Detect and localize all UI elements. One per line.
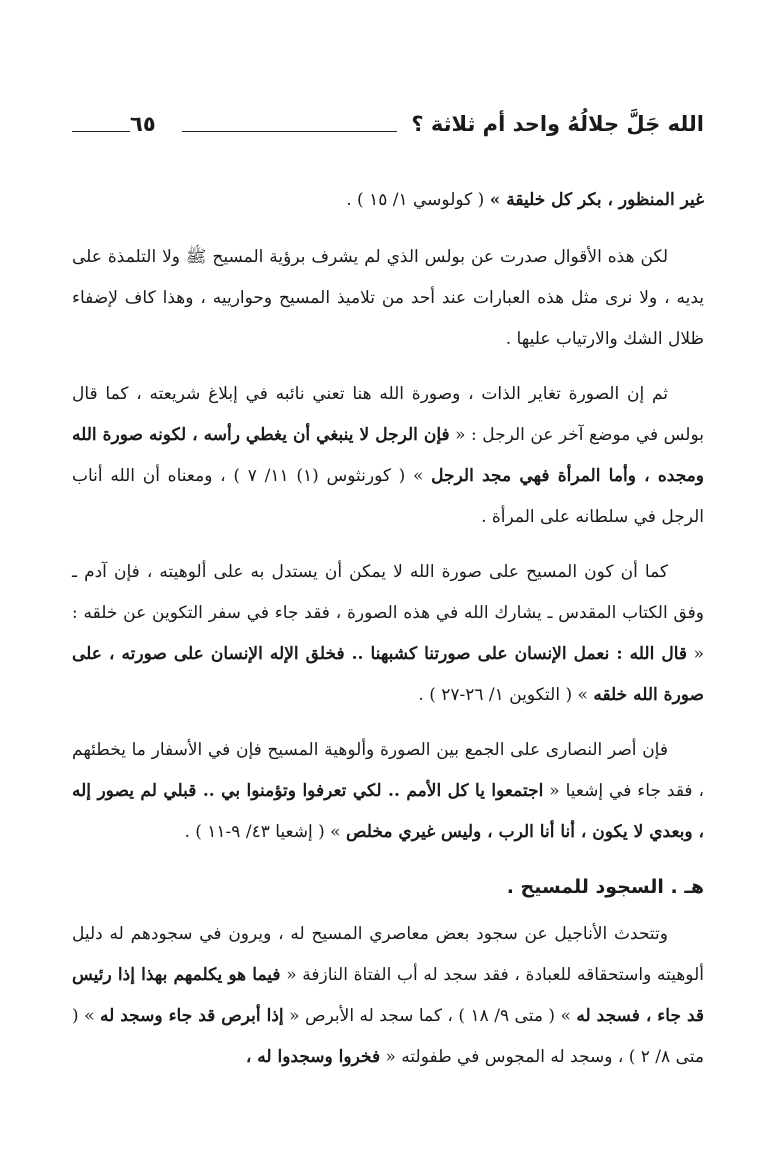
paragraph [72, 180, 704, 221]
body-sentence: كما أن كون المسيح على صورة الله لا يمكن أن يستدل به على ألوهيته ، فإن آدم ـ وفق الكتاب المقدس ـ يشارك الله في هذه الصورة ، فقد جاء في سفر التكوين عن خلقه : « [72, 562, 704, 664]
body-text [72, 180, 704, 1092]
citation-text: » ( كورنثوس (١) ١١/ ٧ ) ، ومعناه أن الله أناب الرجل في سلطانه على المرأة . [72, 466, 704, 527]
quote-text: فإن الرجل لا ينبغي أن يغطي رأسه ، لكونه صورة الله ومجده ، وأما المرأة فهي مجد الرجل [72, 425, 704, 486]
body-sentence: فإن أصر النصارى على الجمع بين الصورة وألوهية المسيح فإن في الأسفار ما يخطئهم ، فقد جاء في إشعيا « [72, 740, 704, 801]
quote-text: قال الله : نعمل الإنسان على صورتنا كشبهنا .. فخلق الإله الإنسان على صورته ، على صورة الله خلقه [72, 644, 704, 705]
section-heading: هـ . السجود للمسيح . [506, 876, 704, 898]
running-header-title: الله جَلَّ جلالُهُ واحد أم ثلاثة ؟ [411, 112, 704, 136]
header-rule-short [72, 131, 130, 132]
citation-text: » ( متى ٨/ ٢ ) ، وسجد له المجوس في طفولته « [72, 1006, 704, 1067]
body-sentence: لكن هذه الأقوال صدرت عن بولس الذي لم يشرف برؤية المسيح ﷺ ولا التلمذة على يديه ، ولا نرى مثل هذه العبارات عند أحد من تلاميذ المسيح وحوارييه ، وهذا كاف لإضفاء ظلال الشك والارتياب عليها . [72, 247, 704, 349]
running-header [72, 106, 704, 142]
page-number: ٦٥ [130, 112, 156, 136]
quote-text: اجتمعوا يا كل الأمم .. لكي تعرفوا وتؤمنوا بي .. قبلي لم يصور إله ، وبعدي لا يكون ، أنا أنا الرب ، وليس غيري مخلص [72, 781, 704, 842]
quote-text: إذا أبرص قد جاء وسجد له [99, 1006, 284, 1026]
quote-text: غير المنظور ، بكر كل خليقة » [489, 190, 704, 210]
paragraph [72, 374, 704, 538]
citation-text: » ( التكوين ١/ ٢٦-٢٧ ) . [418, 685, 594, 705]
body-sentence: وتتحدث الأناجيل عن سجود بعض معاصري المسيح له ، ويرون في سجودهم له دليل ألوهيته واستحقاقه للعبادة ، فقد سجد له أب الفتاة النازفة « [72, 924, 704, 985]
paragraph [72, 914, 704, 1078]
citation-text: » ( إشعيا ٤٣/ ٩-١١ ) . [184, 822, 346, 842]
citation-text: » ( متى ٩/ ١٨ ) ، كما سجد له الأبرص « [283, 1006, 577, 1026]
quote-text: فيما هو يكلمهم بهذا إذا رئيس قد جاء ، فسجد له [72, 965, 705, 1026]
body-sentence: ثم إن الصورة تغاير الذات ، وصورة الله هنا تعني نائبه في إبلاغ شريعته ، كما قال بولس في موضع آخر عن الرجل : « [72, 384, 705, 445]
paragraph [72, 237, 704, 360]
quote-text: فخروا وسجدوا له ، [245, 1047, 381, 1067]
paragraph [72, 730, 704, 853]
paragraph [72, 552, 704, 716]
header-rule-long [182, 131, 398, 132]
citation-text: ( كولوسي ١/ ١٥ ) . [346, 190, 490, 210]
